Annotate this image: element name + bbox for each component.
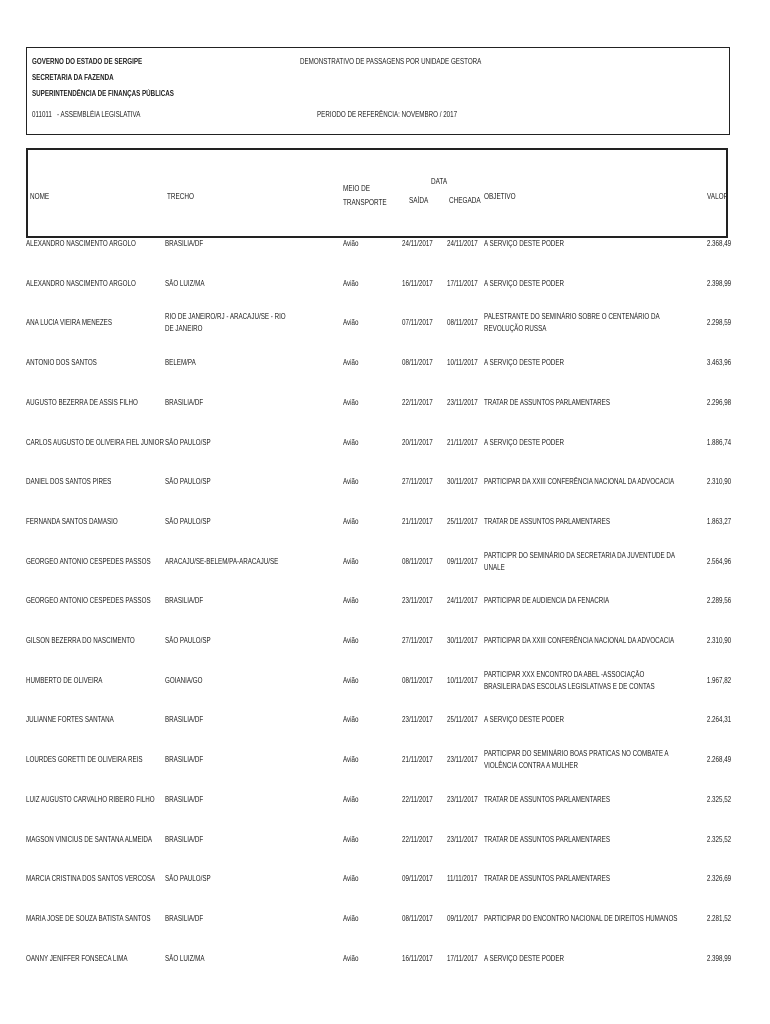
- cell-valor-text: 2.289,56: [706, 596, 731, 606]
- cell-nome: [26, 586, 164, 616]
- cell-saida-text: 16/11/2017: [402, 278, 433, 288]
- cell-nome: [26, 348, 164, 378]
- cell-valor: [686, 785, 731, 815]
- table-row: [26, 666, 731, 696]
- cell-valor: [686, 507, 731, 537]
- cell-trecho-text: BRASILIA/DF: [165, 755, 204, 765]
- cell-trecho-text: BRASILIA/DF: [165, 913, 204, 923]
- cell-chegada-text: 23/11/2017: [447, 794, 478, 804]
- cell-objetivo-text: A SERVIÇO DESTE PODER: [484, 715, 564, 725]
- cell-meio: [343, 229, 393, 259]
- cell-trecho: [165, 308, 325, 338]
- cell-nome: [26, 269, 164, 299]
- cell-valor-text: 2.281,52: [706, 913, 731, 923]
- cell-trecho-text: RIO DE JANEIRO/RJ - ARACAJU/SE - RIO DE JANEIRO: [165, 312, 286, 334]
- cell-valor-text: 2.325,52: [706, 834, 731, 844]
- cell-objetivo-text: TRATAR DE ASSUNTOS PARLAMENTARES: [484, 834, 610, 844]
- col-meio-1: MEIO DE: [343, 184, 371, 193]
- cell-chegada-text: 17/11/2017: [447, 278, 478, 288]
- cell-meio: [343, 944, 393, 974]
- cell-trecho: [165, 229, 325, 259]
- table-row: [26, 586, 731, 616]
- cell-trecho: [165, 507, 325, 537]
- reference-period: PERIODO DE REFERÊNCIA: NOVEMBRO / 2017: [317, 110, 458, 119]
- col-nome: NOME: [30, 192, 50, 201]
- cell-valor: [686, 705, 731, 735]
- cell-saida-text: 16/11/2017: [402, 953, 433, 963]
- cell-valor-text: 2.398,99: [706, 953, 731, 963]
- cell-valor-text: 2.310,90: [706, 477, 731, 487]
- cell-chegada-text: 25/11/2017: [447, 715, 478, 725]
- table-row: [26, 626, 731, 656]
- cell-saida-text: 07/11/2017: [402, 318, 433, 328]
- cell-saida-text: 23/11/2017: [402, 596, 433, 606]
- cell-trecho-text: SÃO PAULO/SP: [165, 874, 211, 884]
- cell-trecho: [165, 348, 325, 378]
- cell-chegada-text: 23/11/2017: [447, 834, 478, 844]
- cell-nome: [26, 705, 164, 735]
- cell-trecho: [165, 586, 325, 616]
- cell-valor-text: 1.863,27: [706, 516, 731, 526]
- cell-nome-text: FERNANDA SANTOS DAMASIO: [26, 516, 118, 526]
- table-row: [26, 348, 731, 378]
- cell-trecho-text: SÃO PAULO/SP: [165, 636, 211, 645]
- cell-meio-text: Avião: [343, 715, 359, 725]
- cell-valor: [686, 467, 731, 497]
- cell-nome-text: GILSON BEZERRA DO NASCIMENTO: [26, 636, 135, 645]
- sup-label: SUPERINTENDÊNCIA DE FINANÇAS PÚBLICAS: [32, 89, 174, 98]
- cell-trecho: [165, 864, 325, 894]
- cell-nome-text: ALEXANDRO NASCIMENTO ARGOLO: [26, 239, 136, 248]
- cell-nome-text: ANA LUCIA VIEIRA MENEZES: [26, 318, 113, 328]
- cell-nome: [26, 467, 164, 497]
- cell-trecho-text: BRASILIA/DF: [165, 397, 204, 407]
- cell-chegada-text: 23/11/2017: [447, 755, 478, 765]
- cell-meio-text: Avião: [343, 755, 359, 765]
- cell-meio-text: Avião: [343, 318, 359, 328]
- ug-name: - ASSEMBLÉIA LEGISLATIVA: [57, 110, 141, 119]
- cell-objetivo-text: A SERVIÇO DESTE PODER: [484, 278, 564, 288]
- report-header: [26, 47, 730, 135]
- cell-saida-text: 08/11/2017: [402, 358, 433, 368]
- cell-objetivo-text: PARTICIPAR DA XXIII CONFERÊNCIA NACIONAL DA ADVOCACIA: [484, 477, 675, 487]
- ug-code: 011011: [32, 110, 52, 119]
- cell-objetivo-text: PARTICIPR DO SEMINÁRIO DA SECRETARIA DA JUVENTUDE DA UNALE: [484, 550, 675, 572]
- cell-nome: [26, 507, 164, 537]
- cell-trecho-text: SÃO PAULO/SP: [165, 477, 211, 487]
- cell-chegada-text: 17/11/2017: [447, 953, 478, 963]
- cell-meio: [343, 586, 393, 616]
- cell-valor-text: 2.264,31: [706, 715, 731, 725]
- cell-meio-text: Avião: [343, 358, 359, 368]
- cell-meio: [343, 904, 393, 934]
- cell-valor-text: 2.368,49: [706, 239, 731, 248]
- cell-nome: [26, 745, 164, 775]
- cell-meio-text: Avião: [343, 794, 359, 804]
- cell-trecho-text: BRASILIA/DF: [165, 239, 204, 248]
- cell-nome-text: JULIANNE FORTES SANTANA: [26, 715, 114, 725]
- cell-meio-text: Avião: [343, 953, 359, 963]
- cell-trecho-text: SÃO LUIZ/MA: [165, 953, 205, 963]
- cell-trecho: [165, 745, 325, 775]
- cell-valor-text: 2.296,98: [706, 397, 731, 407]
- cell-meio: [343, 705, 393, 735]
- cell-chegada-text: 11/11/2017: [447, 874, 478, 884]
- table-header: [26, 148, 728, 238]
- cell-meio: [343, 547, 393, 577]
- cell-chegada-text: 23/11/2017: [447, 397, 478, 407]
- table-row: [26, 864, 731, 894]
- cell-meio-text: Avião: [343, 556, 359, 566]
- col-valor: VALOR: [707, 192, 729, 201]
- cell-trecho: [165, 547, 325, 577]
- table-row: [26, 388, 731, 418]
- cell-nome: [26, 864, 164, 894]
- cell-valor-text: 1.886,74: [706, 437, 731, 447]
- table-row: [26, 507, 731, 537]
- cell-objetivo-text: TRATAR DE ASSUNTOS PARLAMENTARES: [484, 874, 610, 884]
- cell-trecho-text: SÃO LUIZ/MA: [165, 278, 205, 288]
- col-objetivo: OBJETIVO: [484, 192, 516, 201]
- cell-valor: [686, 825, 731, 855]
- cell-meio: [343, 308, 393, 338]
- cell-nome: [26, 388, 164, 418]
- sec-label: SECRETARIA DA FAZENDA: [32, 73, 114, 82]
- cell-nome-text: MARIA JOSE DE SOUZA BATISTA SANTOS: [26, 913, 151, 923]
- cell-meio: [343, 745, 393, 775]
- cell-meio-text: Avião: [343, 874, 359, 884]
- cell-objetivo-text: PARTICIPAR DE AUDIENCIA DA FENACRIA: [484, 596, 610, 606]
- cell-trecho-text: SÃO PAULO/SP: [165, 516, 211, 526]
- cell-trecho: [165, 825, 325, 855]
- cell-saida-text: 27/11/2017: [402, 636, 433, 645]
- cell-nome-text: OANNY JENIFFER FONSECA LIMA: [26, 953, 128, 963]
- cell-nome: [26, 666, 164, 696]
- cell-meio-text: Avião: [343, 516, 359, 526]
- table-row: [26, 269, 731, 299]
- cell-nome: [26, 229, 164, 259]
- cell-nome-text: ANTONIO DOS SANTOS: [26, 358, 97, 368]
- cell-trecho: [165, 705, 325, 735]
- cell-nome: [26, 944, 164, 974]
- cell-saida-text: 22/11/2017: [402, 397, 433, 407]
- cell-nome: [26, 547, 164, 577]
- cell-meio-text: Avião: [343, 675, 359, 685]
- cell-valor: [686, 745, 731, 775]
- cell-nome-text: LUIZ AUGUSTO CARVALHO RIBEIRO FILHO: [26, 794, 155, 804]
- cell-saida-text: 21/11/2017: [402, 755, 433, 765]
- cell-meio: [343, 825, 393, 855]
- cell-meio: [343, 348, 393, 378]
- cell-chegada-text: 10/11/2017: [447, 675, 478, 685]
- table-row: [26, 229, 731, 259]
- cell-trecho: [165, 626, 325, 656]
- cell-nome: [26, 428, 164, 458]
- cell-nome: [26, 626, 164, 656]
- cell-saida-text: 08/11/2017: [402, 675, 433, 685]
- cell-meio-text: Avião: [343, 596, 359, 606]
- table-row: [26, 467, 731, 497]
- cell-nome: [26, 785, 164, 815]
- cell-nome-text: GEORGEO ANTONIO CESPEDES PASSOS: [26, 596, 151, 606]
- cell-trecho: [165, 904, 325, 934]
- cell-trecho-text: BRASILIA/DF: [165, 715, 204, 725]
- cell-valor-text: 2.325,52: [706, 794, 731, 804]
- cell-trecho-text: BRASILIA/DF: [165, 834, 204, 844]
- cell-nome-text: CARLOS AUGUSTO DE OLIVEIRA FIEL JUNIOR: [26, 437, 165, 447]
- cell-objetivo-text: PARTICIPAR XXX ENCONTRO DA ABEL -ASSOCIAÇÃO BRASILEIRA DAS ESCOLAS LEGISLATIVAS E DE CONTAS: [484, 669, 655, 691]
- cell-meio: [343, 388, 393, 418]
- cell-trecho: [165, 269, 325, 299]
- cell-objetivo-text: A SERVIÇO DESTE PODER: [484, 953, 564, 963]
- cell-objetivo-text: PARTICIPAR DO SEMINÁRIO BOAS PRATICAS NO COMBATE A VIOLÊNCIA CONTRA A MULHER: [484, 749, 669, 771]
- cell-meio: [343, 467, 393, 497]
- cell-saida-text: 24/11/2017: [402, 239, 433, 248]
- col-saida: SAÍDA: [409, 196, 429, 205]
- cell-saida-text: 21/11/2017: [402, 516, 433, 526]
- cell-valor: [686, 308, 731, 338]
- cell-chegada-text: 08/11/2017: [447, 318, 478, 328]
- cell-valor: [686, 944, 731, 974]
- cell-objetivo-text: TRATAR DE ASSUNTOS PARLAMENTARES: [484, 516, 610, 526]
- cell-meio: [343, 507, 393, 537]
- cell-objetivo-text: PARTICIPAR DO ENCONTRO NACIONAL DE DIREITOS HUMANOS: [484, 913, 678, 923]
- cell-objetivo-text: TRATAR DE ASSUNTOS PARLAMENTARES: [484, 397, 610, 407]
- cell-trecho: [165, 785, 325, 815]
- cell-trecho: [165, 467, 325, 497]
- cell-meio: [343, 666, 393, 696]
- cell-valor-text: 2.326,69: [706, 874, 731, 884]
- cell-valor: [686, 626, 731, 656]
- table-row: [26, 825, 731, 855]
- cell-saida-text: 20/11/2017: [402, 437, 433, 447]
- cell-nome: [26, 825, 164, 855]
- cell-chegada-text: 24/11/2017: [447, 239, 478, 248]
- table-row: [26, 944, 731, 974]
- table-row: [26, 904, 731, 934]
- cell-objetivo-text: TRATAR DE ASSUNTOS PARLAMENTARES: [484, 794, 610, 804]
- cell-saida-text: 22/11/2017: [402, 834, 433, 844]
- cell-valor: [686, 269, 731, 299]
- cell-saida-text: 27/11/2017: [402, 477, 433, 487]
- cell-trecho-text: BRASILIA/DF: [165, 794, 204, 804]
- cell-objetivo-text: A SERVIÇO DESTE PODER: [484, 358, 564, 368]
- cell-valor-text: 2.268,49: [706, 755, 731, 765]
- col-data: DATA: [431, 177, 448, 186]
- cell-valor-text: 3.463,96: [706, 358, 731, 368]
- cell-valor: [686, 229, 731, 259]
- report-title: DEMONSTRATIVO DE PASSAGENS POR UNIDADE GESTORA: [300, 57, 482, 66]
- cell-nome-text: MARCIA CRISTINA DOS SANTOS VERCOSA: [26, 874, 156, 884]
- table-row: [26, 308, 731, 338]
- cell-chegada-text: 10/11/2017: [447, 358, 478, 368]
- table-row: [26, 547, 731, 577]
- cell-saida-text: 08/11/2017: [402, 913, 433, 923]
- cell-objetivo-text: A SERVIÇO DESTE PODER: [484, 239, 564, 248]
- cell-objetivo-text: PALESTRANTE DO SEMINÁRIO SOBRE O CENTENÁRIO DA REVOLUÇÃO RUSSA: [484, 312, 660, 334]
- cell-meio-text: Avião: [343, 636, 359, 645]
- cell-meio-text: Avião: [343, 239, 359, 248]
- cell-nome-text: GEORGEO ANTONIO CESPEDES PASSOS: [26, 556, 151, 566]
- cell-chegada-text: 30/11/2017: [447, 477, 478, 487]
- cell-trecho-text: GOIANIA/GO: [165, 675, 203, 685]
- cell-meio: [343, 864, 393, 894]
- cell-valor-text: 2.398,99: [706, 278, 731, 288]
- cell-trecho: [165, 944, 325, 974]
- cell-trecho-text: ARACAJU/SE-BELEM/PA-ARACAJU/SE: [165, 556, 279, 566]
- cell-saida-text: 22/11/2017: [402, 794, 433, 804]
- table-row: [26, 785, 731, 815]
- cell-valor: [686, 666, 731, 696]
- cell-meio-text: Avião: [343, 834, 359, 844]
- cell-trecho-text: SÃO PAULO/SP: [165, 437, 211, 447]
- cell-chegada-text: 24/11/2017: [447, 596, 478, 606]
- cell-valor: [686, 586, 731, 616]
- cell-meio-text: Avião: [343, 278, 359, 288]
- cell-valor: [686, 428, 731, 458]
- cell-saida-text: 08/11/2017: [402, 556, 433, 566]
- cell-chegada-text: 09/11/2017: [447, 556, 478, 566]
- cell-chegada-text: 25/11/2017: [447, 516, 478, 526]
- cell-meio-text: Avião: [343, 437, 359, 447]
- cell-meio: [343, 428, 393, 458]
- cell-valor-text: 2.298,59: [706, 318, 731, 328]
- cell-meio: [343, 626, 393, 656]
- cell-meio-text: Avião: [343, 477, 359, 487]
- table-row: [26, 705, 731, 735]
- cell-trecho: [165, 388, 325, 418]
- gov-label: GOVERNO DO ESTADO DE SERGIPE: [32, 57, 143, 66]
- cell-meio-text: Avião: [343, 913, 359, 923]
- cell-valor: [686, 547, 731, 577]
- table-row: [26, 428, 731, 458]
- cell-meio-text: Avião: [343, 397, 359, 407]
- cell-nome-text: ALEXANDRO NASCIMENTO ARGOLO: [26, 278, 136, 288]
- cell-valor-text: 1.967,82: [706, 675, 731, 685]
- col-meio-2: TRANSPORTE: [343, 198, 387, 207]
- cell-meio: [343, 269, 393, 299]
- cell-nome-text: HUMBERTO DE OLIVEIRA: [26, 675, 103, 685]
- col-trecho: TRECHO: [167, 192, 195, 201]
- cell-chegada-text: 30/11/2017: [447, 636, 478, 645]
- cell-chegada-text: 21/11/2017: [447, 437, 478, 447]
- cell-objetivo-text: A SERVIÇO DESTE PODER: [484, 437, 564, 447]
- cell-meio: [343, 785, 393, 815]
- cell-nome-text: DANIEL DOS SANTOS PIRES: [26, 477, 112, 487]
- cell-nome-text: AUGUSTO BEZERRA DE ASSIS FILHO: [26, 397, 138, 407]
- cell-trecho: [165, 428, 325, 458]
- cell-objetivo-text: PARTICIPAR DA XXIII CONFERÊNCIA NACIONAL DA ADVOCACIA: [484, 636, 675, 645]
- cell-valor-text: 2.310,90: [706, 636, 731, 645]
- col-chegada: CHEGADA: [449, 196, 481, 205]
- cell-chegada-text: 09/11/2017: [447, 913, 478, 923]
- cell-trecho: [165, 666, 325, 696]
- cell-nome-text: LOURDES GORETTI DE OLIVEIRA REIS: [26, 755, 143, 765]
- cell-valor: [686, 904, 731, 934]
- cell-nome-text: MAGSON VINICIUS DE SANTANA ALMEIDA: [26, 834, 153, 844]
- cell-valor-text: 2.564,96: [706, 556, 731, 566]
- cell-valor: [686, 388, 731, 418]
- cell-saida-text: 23/11/2017: [402, 715, 433, 725]
- cell-nome: [26, 308, 164, 338]
- cell-saida-text: 09/11/2017: [402, 874, 433, 884]
- cell-nome: [26, 904, 164, 934]
- table-row: [26, 745, 731, 775]
- cell-valor: [686, 348, 731, 378]
- cell-valor: [686, 864, 731, 894]
- cell-trecho-text: BRASILIA/DF: [165, 596, 204, 606]
- cell-trecho-text: BELEM/PA: [165, 358, 196, 368]
